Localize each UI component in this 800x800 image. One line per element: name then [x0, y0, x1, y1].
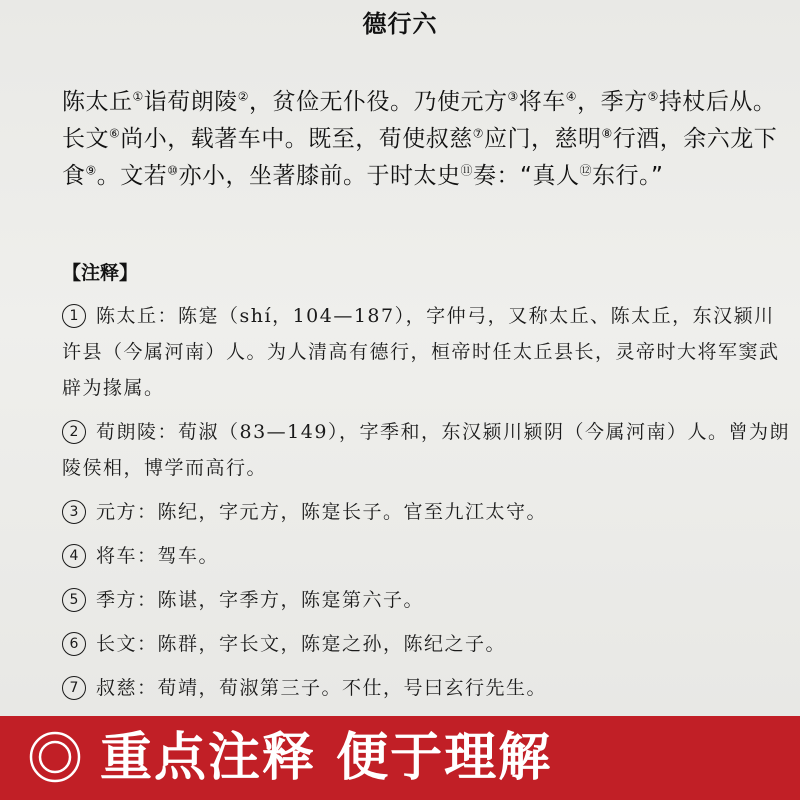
note-item — [62, 298, 794, 406]
note-number: 7 — [62, 676, 86, 700]
note-marker: ① — [132, 89, 144, 104]
note-marker: ⑩ — [167, 163, 179, 178]
note-number: 2 — [62, 420, 86, 444]
note-item — [62, 582, 794, 618]
main-text-segment: 奏：“真人 — [473, 163, 580, 189]
note-marker: ② — [237, 89, 250, 104]
main-text-segment: 应门，慈明 — [484, 126, 602, 152]
main-text-segment: 东行。” — [591, 163, 664, 189]
note-marker: ⑪ — [460, 163, 474, 178]
main-text-segment: 陈太丘 — [62, 89, 133, 115]
note-item — [62, 414, 794, 486]
main-text-segment: 行酒，余六龙下食 — [62, 126, 778, 189]
banner-text: 重点注释 便于理解 — [100, 728, 553, 788]
note-number: 3 — [62, 500, 86, 524]
main-text-segment: 。文若 — [96, 163, 168, 189]
note-item — [62, 538, 794, 574]
main-text-segment: 诣荀朗陵 — [143, 89, 238, 115]
note-marker: ⑧ — [601, 126, 613, 141]
main-text-segment: 持杖后从。长文 — [62, 89, 777, 152]
main-text-segment: 将车 — [518, 89, 566, 115]
notes-list — [62, 298, 794, 706]
note-marker: ⑥ — [109, 126, 121, 141]
note-number: 4 — [62, 544, 86, 568]
note-item — [62, 670, 794, 706]
main-text-segment: ，贫俭无仆役。乃使元方 — [249, 89, 508, 115]
note-text: 长文：陈群，字长文，陈寔之孙，陈纪之子。 — [96, 633, 507, 655]
main-text — [62, 84, 792, 195]
main-text-segment: 尚小，载著车中。既至，荀使叔慈 — [120, 126, 473, 152]
main-text-segment: 亦小，坐著膝前。于时太史 — [178, 163, 461, 189]
note-text: 季方：陈谌，字季方，陈寔第六子。 — [96, 589, 425, 611]
note-number: 5 — [62, 588, 86, 612]
note-text: 叔慈：荀靖，荀淑第三子。不仕，号曰玄行先生。 — [96, 677, 548, 699]
note-text: 元方：陈纪，字元方，陈寔长子。官至九江太守。 — [96, 501, 548, 523]
note-number: 1 — [62, 304, 86, 328]
note-item — [62, 626, 794, 662]
note-marker: ③ — [507, 89, 519, 104]
note-text: 荀朗陵：荀淑（83—149），字季和，东汉颍川颍阴（今属河南）人。曾为朗陵侯相，博学而高行。 — [62, 421, 790, 479]
note-marker: ⑤ — [647, 89, 659, 104]
page-title: 德行六 — [362, 10, 438, 38]
note-text: 将车：驾车。 — [96, 545, 220, 567]
note-text: 陈太丘：陈寔（shí，104—187），字仲弓，又称太丘、陈太丘，东汉颍川许县（今属河南）人。为人清高有德行，桓帝时任太丘县长，灵帝时大将军窦武辟为掾属。 — [62, 305, 780, 399]
target-circle-icon — [28, 730, 82, 784]
note-marker: ④ — [565, 89, 578, 104]
notes-heading: 【注释】 — [62, 262, 139, 284]
note-number: 6 — [62, 632, 86, 656]
note-item — [62, 494, 794, 530]
main-text-segment: ，季方 — [577, 89, 648, 115]
note-marker: ⑫ — [579, 163, 592, 178]
note-marker: ⑨ — [85, 163, 97, 178]
note-marker: ⑦ — [472, 126, 485, 141]
